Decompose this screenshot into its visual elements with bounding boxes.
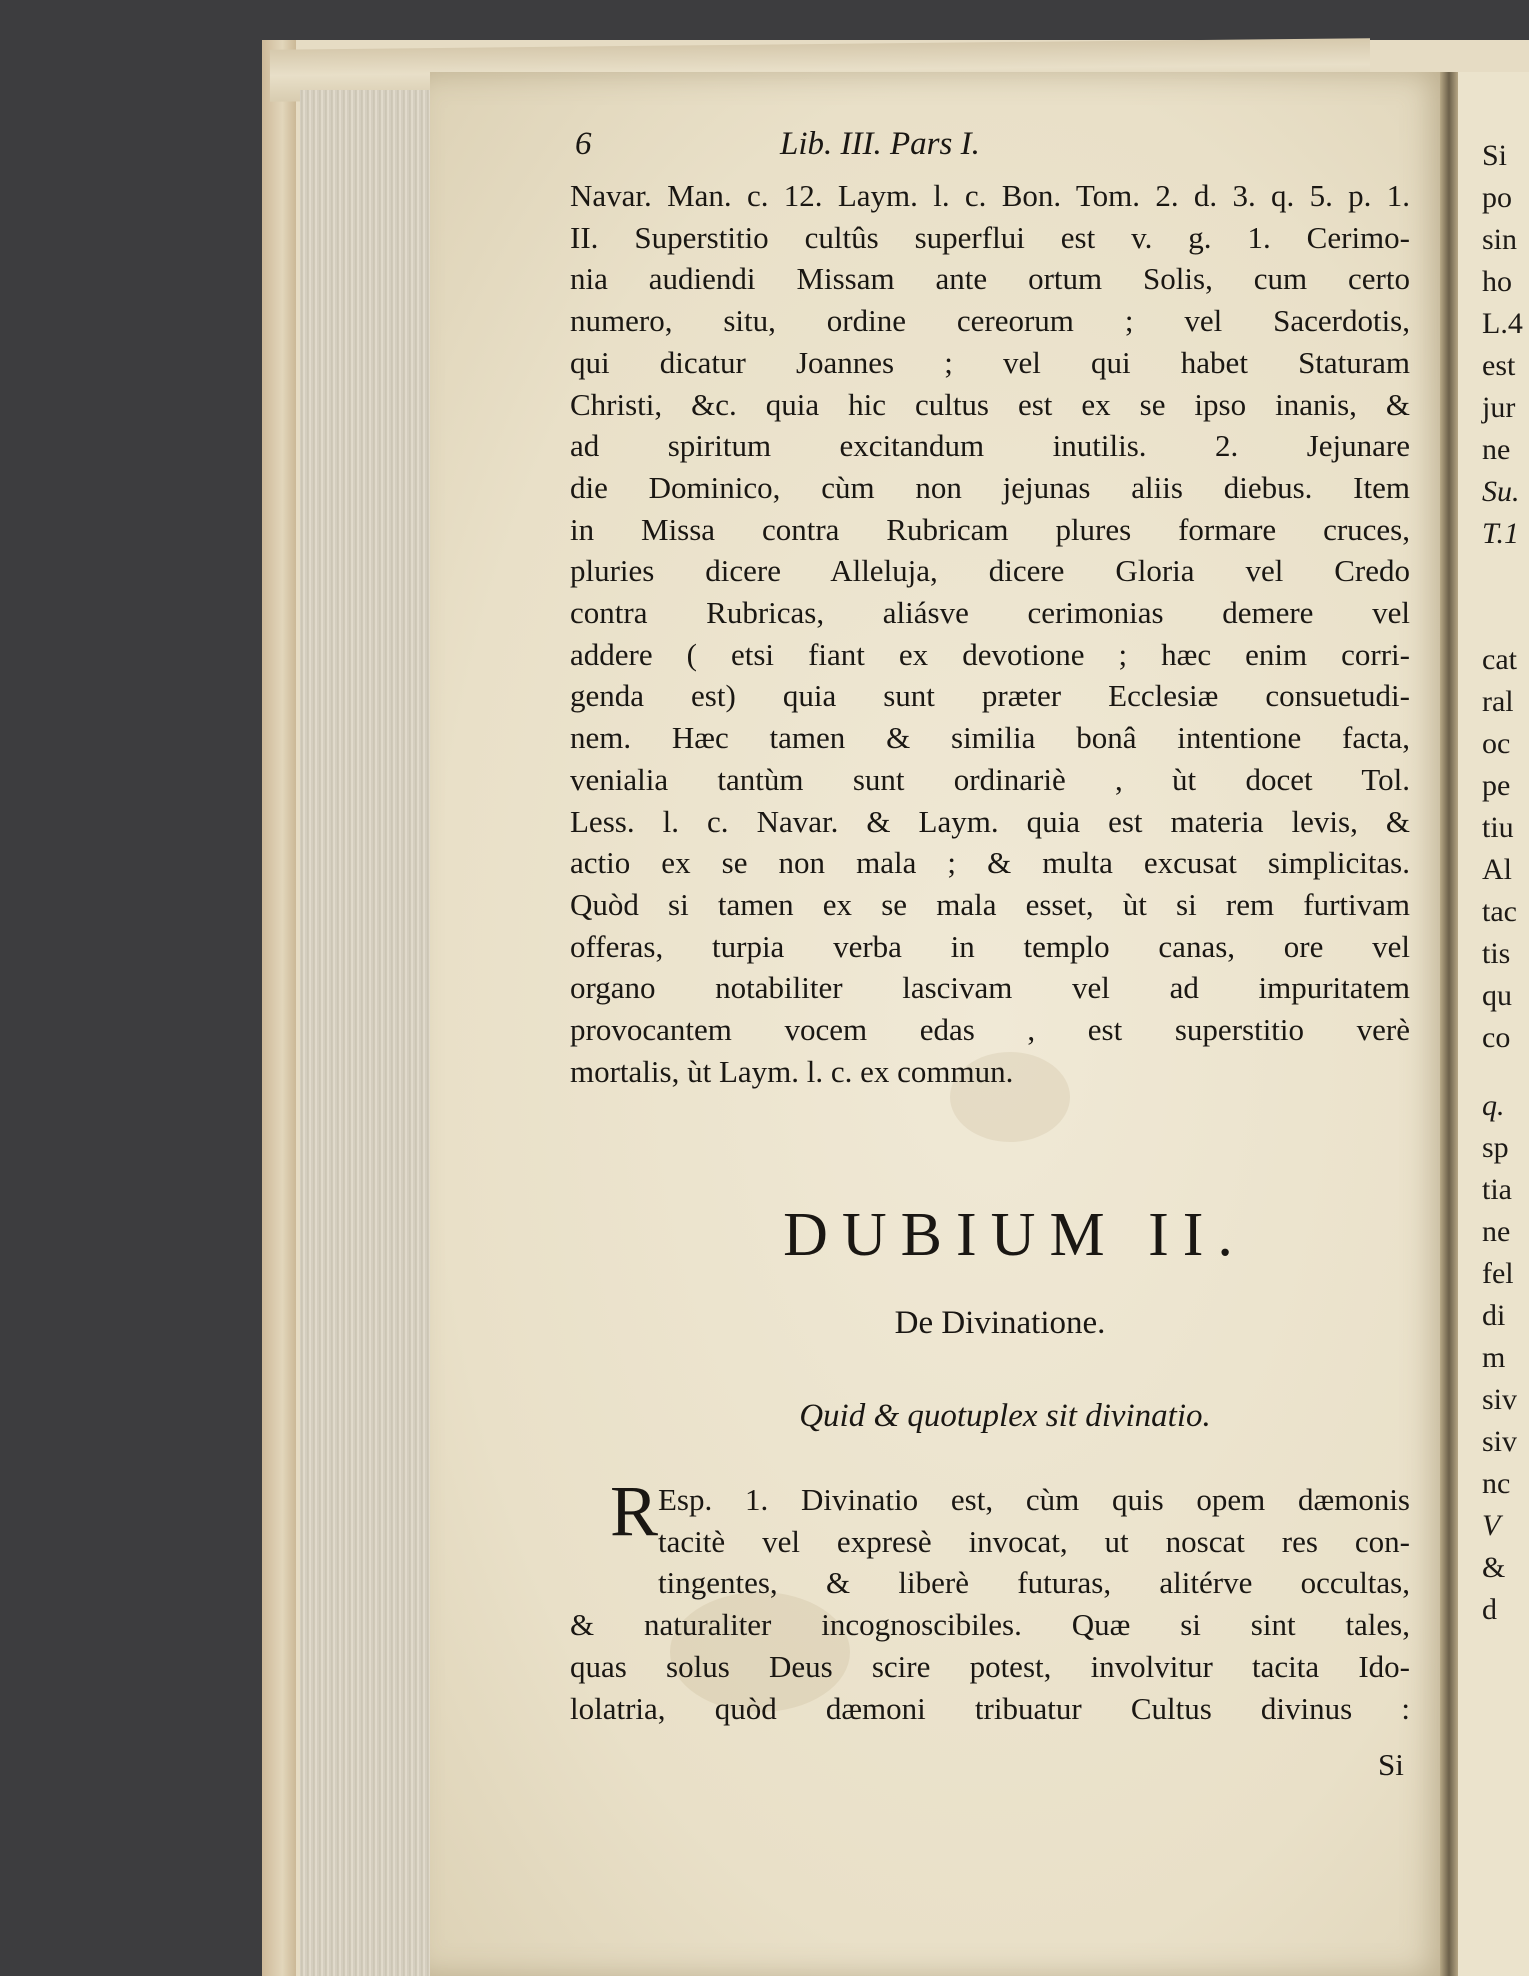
facing-page-fragment: di [1482, 1299, 1506, 1332]
text-line: contra Rubricas, aliásve cerimonias demere vel [570, 595, 1410, 630]
text-line: organo notabiliter lascivam vel ad impuritatem [570, 970, 1410, 1005]
facing-page-fragment: nc [1482, 1467, 1511, 1500]
text-line: II. Superstitio cultûs superflui est v. g. 1. Cerimo- [570, 220, 1410, 255]
running-title: Lib. III. Pars I. [780, 126, 980, 162]
page-stack-edges [300, 90, 430, 1976]
text-line: quas solus Deus scire potest, involvitur tacita Ido- [570, 1649, 1410, 1684]
text-line: venialia tantùm sunt ordinariè , ùt docet Tol. [570, 762, 1410, 797]
catchword: Si [1378, 1747, 1404, 1782]
facing-page-fragment: oc [1482, 727, 1511, 760]
facing-page-fragment: Su. [1482, 475, 1520, 508]
facing-page-fragment: & [1482, 1551, 1506, 1584]
facing-page [1458, 72, 1529, 1976]
facing-page-fragment: tiu [1482, 811, 1514, 844]
text-line: actio ex se non mala ; & multa excusat simplicitas. [570, 845, 1410, 880]
text-line: mortalis, ùt Laym. l. c. ex commun. [570, 1054, 1014, 1089]
facing-page-fragment: d [1482, 1593, 1497, 1626]
facing-page-fragment: siv [1482, 1383, 1518, 1416]
text-line: nem. Hæc tamen & similia bonâ intentione facta, [570, 720, 1410, 755]
facing-page-fragment: q. [1482, 1089, 1505, 1122]
facing-page-fragment: tis [1482, 937, 1511, 970]
section-subtitle: De Divinatione. [894, 1305, 1106, 1341]
facing-page-fragment: ho [1482, 265, 1512, 298]
facing-page-fragment: po [1482, 181, 1512, 214]
text-line: tacitè vel expresè invocat, ut noscat res con- [658, 1524, 1410, 1559]
facing-page-fragment: tia [1482, 1173, 1512, 1206]
vellum-cover-edge [262, 40, 296, 1976]
page-number: 6 [575, 126, 592, 162]
text-line: offeras, turpia verba in templo canas, ore vel [570, 929, 1410, 964]
text-line: lolatria, quòd dæmoni tribuatur Cultus divinus : [570, 1691, 1410, 1726]
facing-page-fragment: T.1 [1482, 517, 1519, 550]
drop-capital: R [610, 1471, 659, 1551]
facing-page-fragment: tac [1482, 895, 1517, 928]
facing-page-fragment: co [1482, 1021, 1511, 1054]
text-line: provocantem vocem edas , est superstitio verè [570, 1012, 1410, 1047]
text-line: addere ( etsi fiant ex devotione ; hæc enim corri- [570, 637, 1410, 672]
running-head [575, 126, 1115, 170]
text-line: tingentes, & liberè futuras, alitérve occultas, [658, 1565, 1410, 1600]
text-line: die Dominico, cùm non jejunas aliis diebus. Item [570, 470, 1410, 505]
text-line: Quòd si tamen ex se mala esset, ùt si rem furtivam [570, 887, 1410, 922]
text-line: Esp. 1. Divinatio est, cùm quis opem dæmonis [658, 1482, 1410, 1517]
text-line: Less. l. c. Navar. & Laym. quia est materia levis, & [570, 804, 1410, 839]
facing-page-fragment: jur [1482, 391, 1516, 424]
text-line: Christi, &c. quia hic cultus est ex se ipso inanis, & [570, 387, 1410, 422]
facing-page-fragment: cat [1482, 643, 1517, 676]
facing-page-fragment: L.4 [1482, 307, 1523, 340]
facing-page-fragment: qu [1482, 979, 1512, 1012]
text-line: qui dicatur Joannes ; vel qui habet Staturam [570, 345, 1410, 380]
facing-page-fragment: sin [1482, 223, 1518, 256]
text-line: & naturaliter incognoscibiles. Quæ si sint tales, [570, 1607, 1410, 1642]
text-line: in Missa contra Rubricam plures formare cruces, [570, 512, 1410, 547]
facing-page-fragment: sp [1482, 1131, 1509, 1164]
text-line: ad spiritum excitandum inutilis. 2. Jejunare [570, 428, 1410, 463]
facing-page-fragment: ne [1482, 433, 1511, 466]
text-line: Navar. Man. c. 12. Laym. l. c. Bon. Tom. 2. d. 3. q. 5. p. 1. [570, 178, 1410, 213]
facing-page-fragment: Si [1482, 139, 1508, 172]
text-line: numero, situ, ordine cereorum ; vel Sacerdotis, [570, 303, 1410, 338]
section-heading: DUBIUM II. [783, 1201, 1247, 1269]
text-line: nia audiendi Missam ante ortum Solis, cum certo [570, 261, 1410, 296]
book-gutter [1440, 72, 1458, 1976]
facing-page-fragment: pe [1482, 769, 1511, 802]
facing-page-fragment: m [1482, 1341, 1506, 1374]
section-question: Quid & quotuplex sit divinatio. [799, 1398, 1211, 1434]
text-line: genda est) quia sunt præter Ecclesiæ consuetudi- [570, 678, 1410, 713]
facing-page-fragment: fel [1482, 1257, 1514, 1290]
facing-page-fragment: Al [1482, 853, 1512, 886]
facing-page-fragment: ne [1482, 1215, 1511, 1248]
text-line: pluries dicere Alleluja, dicere Gloria vel Credo [570, 553, 1410, 588]
facing-page-fragment: siv [1482, 1425, 1518, 1458]
facing-page-fragment: est [1482, 349, 1516, 382]
facing-page-fragment: ral [1482, 685, 1514, 718]
facing-page-fragment: V [1482, 1509, 1501, 1542]
